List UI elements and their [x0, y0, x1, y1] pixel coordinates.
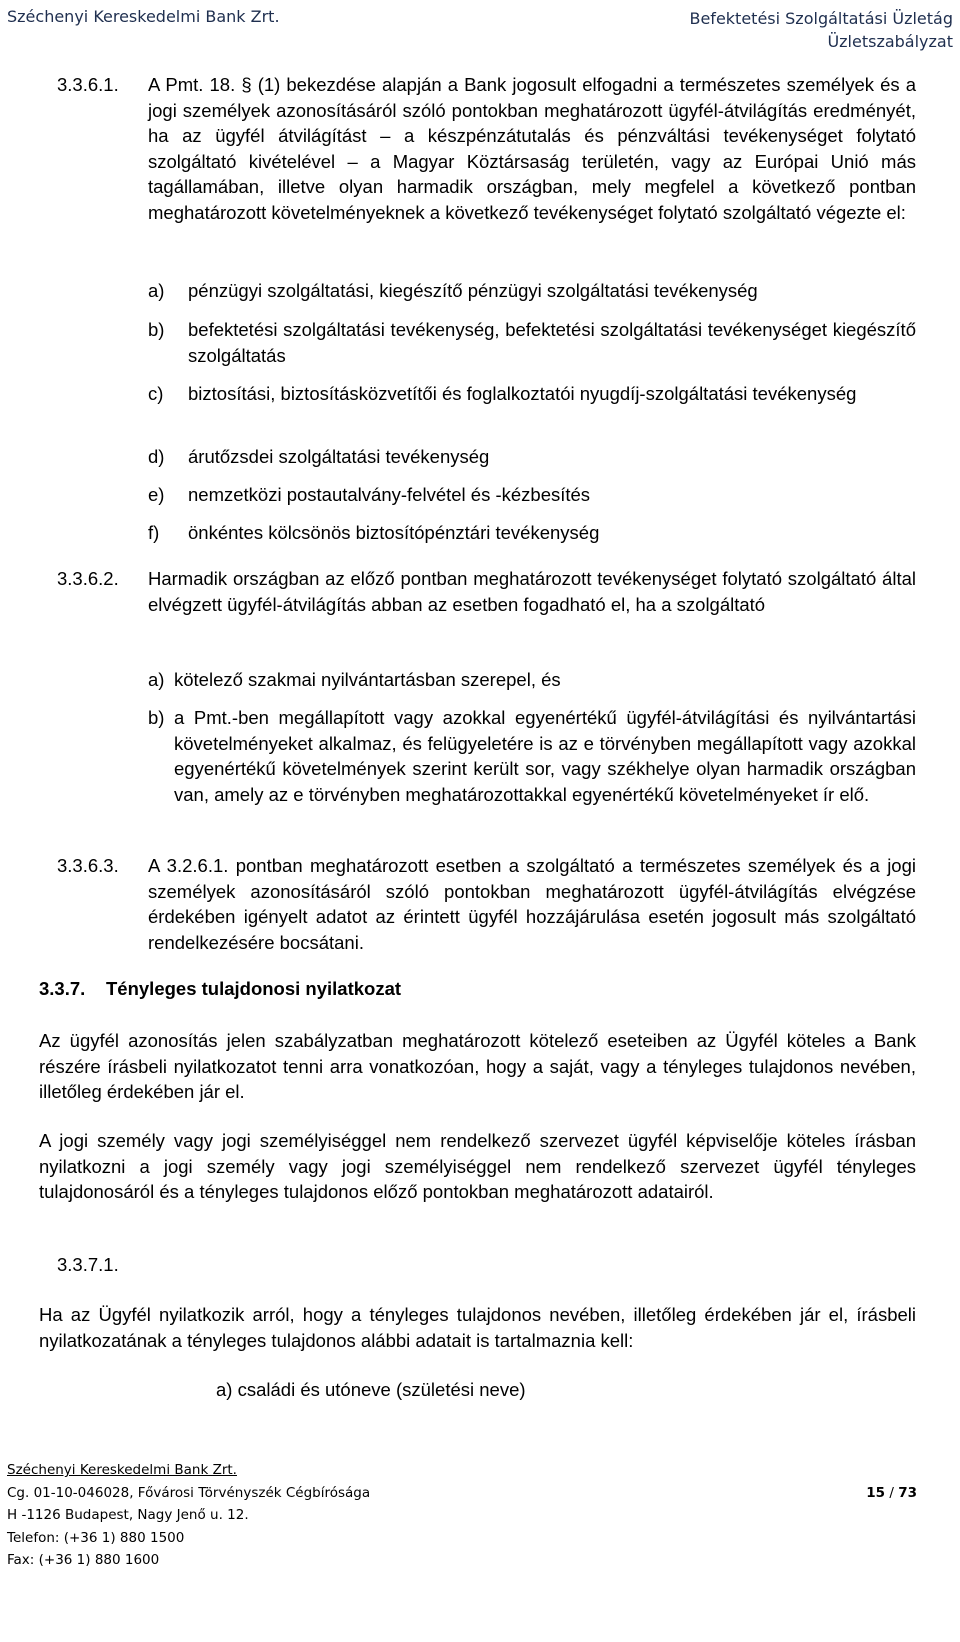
list-text: biztosítási, biztosításközvetítői és foglalkoztatói nyugdíj-szolgáltatási tevékenység	[188, 383, 857, 404]
section-number-3361: 3.3.6.1.	[57, 74, 119, 95]
list-text: kötelező szakmai nyilvántartásban szerepel, és	[174, 669, 561, 690]
list-text: pénzügyi szolgáltatási, kiegészítő pénzügyi szolgáltatási tevékenység	[188, 280, 758, 301]
list-text: befektetési szolgáltatási tevékenység, befektetési szolgáltatási tevékenységet kiegészítő szolgáltatás	[188, 319, 916, 366]
list-letter: c)	[148, 383, 164, 404]
footer-company: Széchenyi Kereskedelmi Bank Zrt.	[7, 1462, 237, 1478]
page-number	[866, 1485, 917, 1501]
list-text: a Pmt.-ben megállapított vagy azokkal egyenértékű ügyfél-átvilágítási és nyilvántartási követelményeket alkalmaz, és felügyeletére is az e törvényben megállapított vagy azokkal egyenértékű követelmények szerint került sor, vagy székhelye olyan harmadik országban van, amely az e törvényben meghatározottakkal egyenértékű követelményeket ír elő.	[174, 707, 916, 805]
section-text-3371: Ha az Ügyfél nyilatkozik arról, hogy a tényleges tulajdonos nevében, illetőleg érdekében jár el, írásbeli nyilatkozatának a tényleges tulajdonos alábbi adatait is tartalmaznia kell:	[39, 1304, 916, 1351]
page-current: 15	[866, 1485, 886, 1501]
section-number-337: 3.3.7.	[39, 978, 86, 999]
list-text: önkéntes kölcsönös biztosítópénztári tevékenység	[188, 522, 600, 543]
list-letter: f)	[148, 522, 160, 543]
paragraph-1: Az ügyfél azonosítás jelen szabályzatban meghatározott kötelező eseteiben az Ügyfél köteles a Bank részére írásbeli nyilatkozatot tenni arra vonatkozóan, hogy a saját, vagy a tényleges tulajdonos nevében, illetőleg érdekében jár el.	[39, 1030, 916, 1102]
list-letter: a)	[148, 669, 165, 690]
section-number-3363: 3.3.6.3.	[57, 855, 119, 876]
footer-address: H -1126 Budapest, Nagy Jenő u. 12.	[7, 1507, 249, 1523]
list-letter: b)	[148, 319, 165, 340]
list-letter: e)	[148, 484, 165, 505]
list-letter: b)	[148, 707, 165, 728]
section-text-3361: A Pmt. 18. § (1) bekezdése alapján a Bank jogosult elfogadni a természetes személyek és a jogi személyek azonosításáról szóló pontokban meghatározott ügyfél-átvilágítás eredményét, ha az ügyfél átvilágítást – a készpénzátutalás és pénzváltási tevékenységet folytató szolgáltató kivételével – a Magyar Köztársaság területén, vagy az Európai Unió más tagállamában, illetve olyan harmadik országban, mely megfelel a következő pontban meghatározott követelményeknek a következő tevékenységet folytató szolgáltató végezte el:	[148, 74, 916, 223]
list-text: árutőzsdei szolgáltatási tevékenység	[188, 446, 490, 467]
header-division: Befektetési Szolgáltatási Üzletág	[689, 9, 953, 28]
section-number-3362: 3.3.6.2.	[57, 568, 119, 589]
footer-fax: Fax: (+36 1) 880 1600	[7, 1552, 160, 1568]
section-text-3363: A 3.2.6.1. pontban meghatározott esetben a szolgáltató a természetes személyek és a jogi személyek azonosításáról szóló pontokban meghatározott ügyfél-átvilágítás elvégzése érdekében igényelt adatot az érintett ügyfél hozzájárulása esetén jogosult más szolgáltató rendelkezésére bocsátani.	[148, 855, 916, 953]
page-separator: /	[889, 1485, 894, 1501]
list-item: a) családi és utóneve (születési neve)	[216, 1379, 526, 1400]
header-right	[689, 7, 953, 53]
list-letter: d)	[148, 446, 165, 467]
page-total: 73	[898, 1485, 917, 1501]
paragraph-2: A jogi személy vagy jogi személyiséggel nem rendelkező szervezet ügyfél képviselője köteles írásban nyilatkozni a jogi személy vagy jogi személyiséggel nem rendelkező szervezet ügyfél tényleges tulajdonosáról és a tényleges tulajdonos előző pontokban meghatározott adatairól.	[39, 1130, 916, 1202]
header-company: Széchenyi Kereskedelmi Bank Zrt.	[7, 7, 280, 26]
section-title-337: Tényleges tulajdonosi nyilatkozat	[106, 978, 402, 999]
footer-phone: Telefon: (+36 1) 880 1500	[7, 1529, 185, 1546]
section-text-3362: Harmadik országban az előző pontban meghatározott tevékenységet folytató szolgáltató által elvégzett ügyfél-átvilágítás abban az esetben fogadható el, ha a szolgáltató	[148, 568, 916, 615]
footer	[7, 1459, 370, 1572]
header-document: Üzletszabályzat	[827, 32, 953, 51]
footer-registry: Cg. 01-10-046028, Fővárosi Törvényszék Cégbírósága	[7, 1484, 371, 1501]
section-number-3371: 3.3.7.1.	[57, 1254, 119, 1275]
list-text: nemzetközi postautalvány-felvétel és -kézbesítés	[188, 484, 591, 505]
list-letter: a)	[148, 280, 165, 301]
